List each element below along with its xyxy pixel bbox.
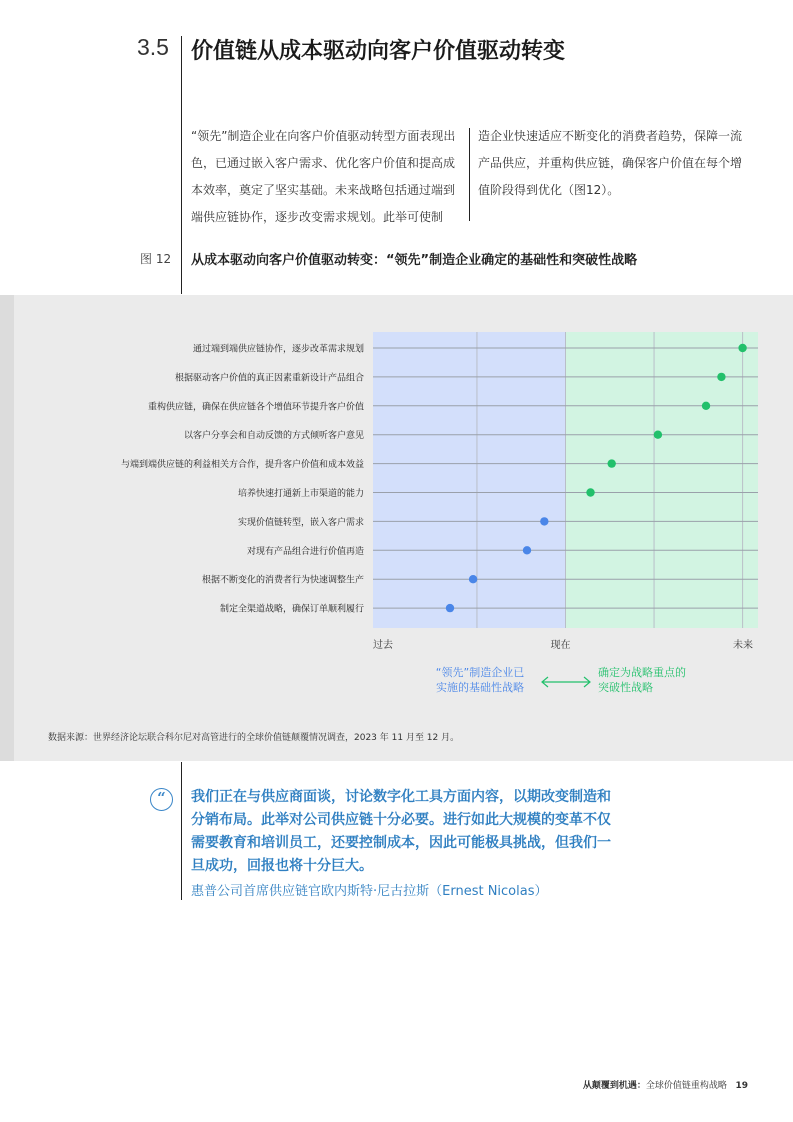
page-number: 19 [735,1081,748,1091]
row-label: 重构供应链，确保在供应链各个增值环节提升客户价值 [147,402,364,413]
data-point [702,402,710,410]
data-source-note: 数据来源：世界经济论坛联合科尔尼对高管进行的全球价值链颠覆情况调查，2023 年 11 月至 12 月。 [48,733,460,743]
data-point [738,344,746,352]
strategy-dot-chart [0,295,793,761]
footer-report-title: 从颠覆到机遇： [582,1081,646,1091]
zone-label-foundational-line2: 实施的基础性战略 [436,681,524,694]
row-label: 制定全渠道战略，确保订单顺利履行 [219,604,364,615]
zone-foundational [373,332,566,628]
quote-author: 惠普公司首席供应链官欧内斯特·尼古拉斯（Ernest Nicolas） [191,884,548,899]
footer-report-subtitle: 全球价值链重构战略 [645,1081,727,1091]
figure-title: 从成本驱动向客户价值驱动转变：“领先”制造企业确定的基础性和突破性战略 [191,253,638,268]
x-tick-label: 现在 [550,640,571,651]
row-label: 与端到端供应链的利益相关方合作，提升客户价值和成本效益 [120,460,364,471]
row-label: 根据不断变化的消费者行为快速调整生产 [201,575,364,586]
quote-divider-line [181,762,182,900]
data-point [608,459,616,467]
x-tick-label: 未来 [733,640,753,651]
data-point [540,517,548,525]
section-title: 价值链从成本驱动向客户价值驱动转变 [191,39,566,64]
data-point [469,575,477,583]
x-tick-label: 过去 [373,640,393,651]
row-label: 通过端到端供应链协作，逐步改革需求规划 [192,344,364,355]
quote-icon: “ [150,788,173,811]
quote-text: 我们正在与供应商面谈，讨论数字化工具方面内容，以期改变制造和分销布局。此举对公司供应链十分必要。进行如此大规模的变革不仅需要教育和培训员工，还要控制成本，因此可能极具挑战，但我们一旦成功，回报也将十分巨大。 [191,789,611,874]
body-paragraph-left: “领先”制造企业在向客户价值驱动转型方面表现出色，已通过嵌入客户需求、优化客户价值和提高成本效率，奠定了坚实基础。未来战略包括通过端到端供应链协作，逐步改变需求规划。此举可使制 [191,129,456,224]
data-point [523,546,531,554]
x-axis-ticks [373,638,753,651]
zone-label-breakthrough-line2: 突破性战略 [598,681,653,694]
page-footer [583,1078,748,1091]
data-point [717,373,725,381]
zone-breakthrough [566,332,759,628]
body-paragraph-right: 造企业快速适应不断变化的消费者趋势，保障一流产品供应，并重构供应链，确保客户价值在每个增值阶段得到优化（图12）。 [478,129,743,197]
data-point [654,431,662,439]
data-point [586,488,594,496]
figure-label: 图 12 [140,252,172,266]
zone-label-breakthrough-line1: 确定为战略重点的 [598,666,686,679]
row-label: 根据驱动客户价值的真正因素重新设计产品组合 [174,373,364,384]
row-label: 以客户分享会和自动反馈的方式倾听客户意见 [183,431,364,442]
row-label: 培养快速打通新上市渠道的能力 [237,489,364,499]
zone-label-foundational-line1: “领先”制造企业已 [435,666,525,679]
row-label: 实现价值链转型，嵌入客户需求 [237,517,364,528]
section-divider-line [181,36,182,294]
row-label: 对现有产品组合进行价值再造 [246,546,364,557]
column-divider-line [469,128,470,221]
data-point [446,604,454,612]
section-number: 3.5 [137,34,169,60]
double-arrow-icon [542,677,590,687]
